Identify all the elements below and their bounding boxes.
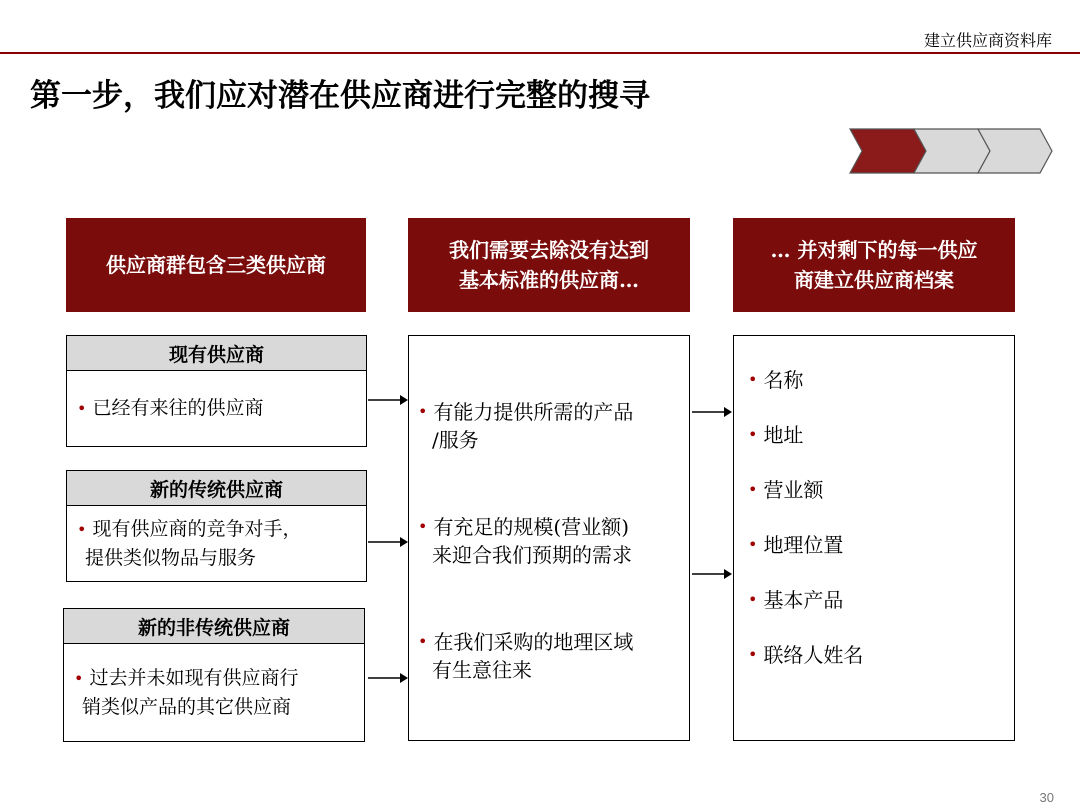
supplier-type-desc-line2: 提供类似物品与服务 (85, 547, 257, 569)
bullet-icon: • (77, 520, 87, 539)
supplier-type-title: 现有供应商 (66, 335, 367, 371)
middle-column-header (408, 218, 690, 312)
profile-field-label: 联络人姓名 (763, 643, 864, 667)
criteria-line2: 来迎合我们预期的需求 (432, 543, 632, 567)
section-label: 建立供应商资料库 (923, 31, 1052, 50)
profile-field-label: 名称 (763, 368, 804, 392)
bullet-icon: • (418, 517, 428, 536)
supplier-type-title: 新的非传统供应商 (63, 608, 365, 644)
criteria-line1: 有充足的规模(营业额) (433, 515, 630, 539)
bullet-icon: • (748, 590, 758, 609)
arrow-right-icon (366, 670, 410, 686)
profile-field (748, 421, 803, 449)
bullet-icon: • (748, 535, 758, 554)
supplier-type-desc (63, 644, 365, 742)
criteria-item (418, 513, 686, 569)
profile-field (748, 586, 843, 614)
bullet-icon: • (77, 399, 87, 418)
page-title: 第一步，我们应对潜在供应商进行完整的搜寻 (30, 78, 650, 114)
criteria-line2: 有生意往来 (432, 658, 532, 682)
profile-field-label: 营业额 (763, 478, 824, 502)
supplier-type-desc-line1: 现有供应商的竞争对手， (92, 518, 302, 540)
bullet-icon: • (748, 425, 758, 444)
left-column-header (66, 218, 366, 312)
supplier-type-title: 新的传统供应商 (66, 470, 367, 506)
bullet-icon: • (748, 645, 758, 664)
criteria-item (418, 628, 686, 684)
chevron-step-1 (850, 129, 926, 173)
right-header-line2: 商建立供应商档案 (794, 268, 954, 292)
middle-header-line2: 基本标准的供应商… (459, 268, 639, 292)
profile-field (748, 641, 863, 669)
right-header-line1: … 并对剩下的每一供应 (770, 238, 978, 262)
progress-chevrons (848, 128, 1054, 174)
supplier-type-desc (66, 506, 367, 582)
supplier-type-desc-line2: 销类似产品的其它供应商 (82, 696, 292, 718)
bullet-icon: • (418, 402, 428, 421)
bullet-icon: • (74, 669, 84, 688)
arrow-right-icon (690, 566, 734, 582)
right-column-header (733, 218, 1015, 312)
criteria-line2: /服务 (432, 428, 479, 452)
profile-field (748, 476, 823, 504)
arrow-right-icon (366, 392, 410, 408)
profile-field-label: 地理位置 (763, 533, 844, 557)
chevron-step-2 (914, 129, 990, 173)
criteria-line1: 在我们采购的地理区域 (433, 630, 634, 654)
bullet-icon: • (748, 370, 758, 389)
supplier-type-desc-line1: 已经有来往的供应商 (92, 397, 264, 419)
bullet-icon: • (748, 480, 758, 499)
page-number: 30 (1039, 790, 1054, 805)
profile-field-label: 地址 (763, 423, 804, 447)
supplier-type-desc (66, 371, 367, 447)
criteria-item (418, 398, 686, 454)
profile-field (748, 531, 843, 559)
left-header-text: 供应商群包含三类供应商 (106, 253, 326, 277)
header-rule (0, 52, 1080, 54)
criteria-line1: 有能力提供所需的产品 (433, 400, 634, 424)
middle-header-line1: 我们需要去除没有达到 (449, 238, 649, 262)
profile-field-label: 基本产品 (763, 588, 844, 612)
arrow-right-icon (690, 404, 734, 420)
supplier-type-desc-line1: 过去并未如现有供应商行 (89, 667, 299, 689)
arrow-right-icon (366, 534, 410, 550)
profile-field (748, 366, 803, 394)
bullet-icon: • (418, 632, 428, 651)
